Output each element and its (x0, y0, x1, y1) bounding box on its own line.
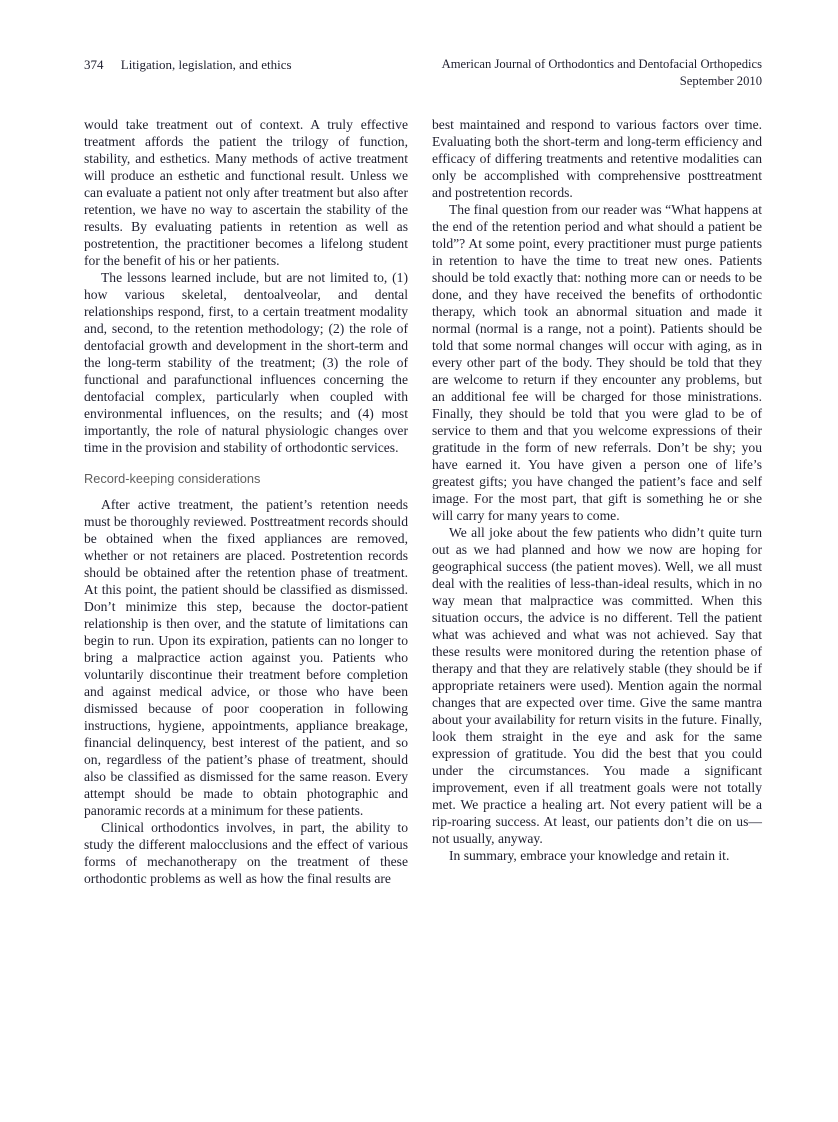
paragraph-we-all-joke: We all joke about the few patients who didn’t quite turn out as we had planned and how we now are hoping for geographical success (the patient moves). Well, we all must deal with the realities of less-than-ideal results, which in no way mean that malpractice was committed. When this situation occurs, the advice is no different. Tell the patient what was achieved and what was not achieved. Say that these results were monitored during the retention phase of therapy and that they are relatively stable (they should be if appropriate retainers were used). Mention again the normal changes that are expected over time. Give the same mantra about your availability for return visits in the future. Finally, look them straight in the eye and ask for the same expression of gratitude. You did the best that you could under the circumstances. You made a significant improvement, even if all treatment goals were not totally met. We practice a healing art. Not every patient will be a rip-roaring success. At least, our patients don’t die on us—not usually, anyway. (432, 525, 762, 846)
page-header (84, 56, 762, 90)
issue-date: September 2010 (679, 74, 762, 88)
header-right (442, 56, 762, 90)
paragraph-after-active-treatment: After active treatment, the patient’s retention needs must be thoroughly reviewed. Posttreatment records should be obtained when the fixed appliances are removed, whether or not retainers are placed. Postretention records should be obtained after the retention phase of treatment. At this point, the patient should be classified as dismissed. Don’t minimize this step, because the doctor-patient relationship is then over, and the statute of limitations can begin to run. Upon its expiration, patients can no longer to bring a malpractice action against you. Patients who voluntarily discontinue their treatment before completion and against medical advice, or those who have been dismissed because of poor cooperation in following instructions, hygiene, appointments, appliance breakage, financial delinquency, best interest of the patient, and so on, regardless of the patient’s phase of treatment, should also be classified as dismissed for the same reason. Every attempt should be made to obtain photographic and panoramic records at a minimum for these patients. (84, 497, 408, 818)
paragraph-in-summary: In summary, embrace your knowledge and retain it. (449, 848, 730, 863)
right-column (432, 116, 762, 887)
journal-name: American Journal of Orthodontics and Dentofacial Orthopedics (441, 57, 762, 71)
paragraph-best-maintained: best maintained and respond to various factors over time. Evaluating both the short-term and long-term efficiency and efficacy of differing treatments and retentive modalities can only be accomplished with comprehensive posttreatment and postretention records. (432, 117, 762, 200)
paragraph-clinical-orthodontics: Clinical orthodontics involves, in part, the ability to study the different malocclusions and the effect of various forms of mechanotherapy on the treatment of these orthodontic problems as well as how the final results are (84, 820, 408, 886)
paragraph-lessons-learned: The lessons learned include, but are not limited to, (1) how various skeletal, dentoalveolar, and dental relationships respond, first, to a certain treatment modality and, second, to the retention methodology; (2) the role of dentofacial growth and development in the short-term and the long-term stability of the treatment; (3) the role of functional and parafunctional influences concerning the dentofacial complex, particularly when coupled with environmental influences, on the results; and (4) most importantly, the role of natural physiologic changes over time in the provision and stability of orthodontic services. (84, 270, 408, 455)
two-column-body (84, 116, 762, 887)
paragraph-continuation: would take treatment out of context. A truly effective treatment affords the patient the trilogy of function, stability, and esthetics. Many methods of active treatment will produce an esthetic and functional result. Unless we can evaluate a patient not only after treatment but also after retention, we have no way to ascertain the stability of the results. By evaluating patients in retention as well as postretention, the practitioner becomes a lifelong student for the benefit of his or her patients. (84, 117, 408, 268)
header-left (84, 56, 292, 73)
paragraph-final-question: The final question from our reader was “What happens at the end of the retention period and what should a patient be told”? At some point, every practitioner must purge patients in retention to have the time to treat new ones. Patients should be told exactly that: nothing more can or needs to be done, and they have received the benefits of orthodontic therapy, which took an abnormal situation and made it normal (normal is a range, not a point). Patients should be told that some normal changes will occur with aging, as in every other part of the body. They should be told that they are welcome to return if they encounter any problems, but an additional fee will be charged for those ministrations. Finally, they should be told that you were glad to be of service to them and that you welcome expressions of their gratitude in the form of new referrals. Don’t be shy; you have earned it. You have given a person one of life’s greatest gifts; you have changed the patient’s face and self image. For the most part, that gift is something he or she will carry for many years to come. (432, 202, 762, 523)
left-column (84, 116, 408, 887)
page-number: 374 (84, 57, 104, 72)
section-heading-record-keeping: Record-keeping considerations (84, 471, 261, 486)
running-title: Litigation, legislation, and ethics (120, 57, 292, 72)
